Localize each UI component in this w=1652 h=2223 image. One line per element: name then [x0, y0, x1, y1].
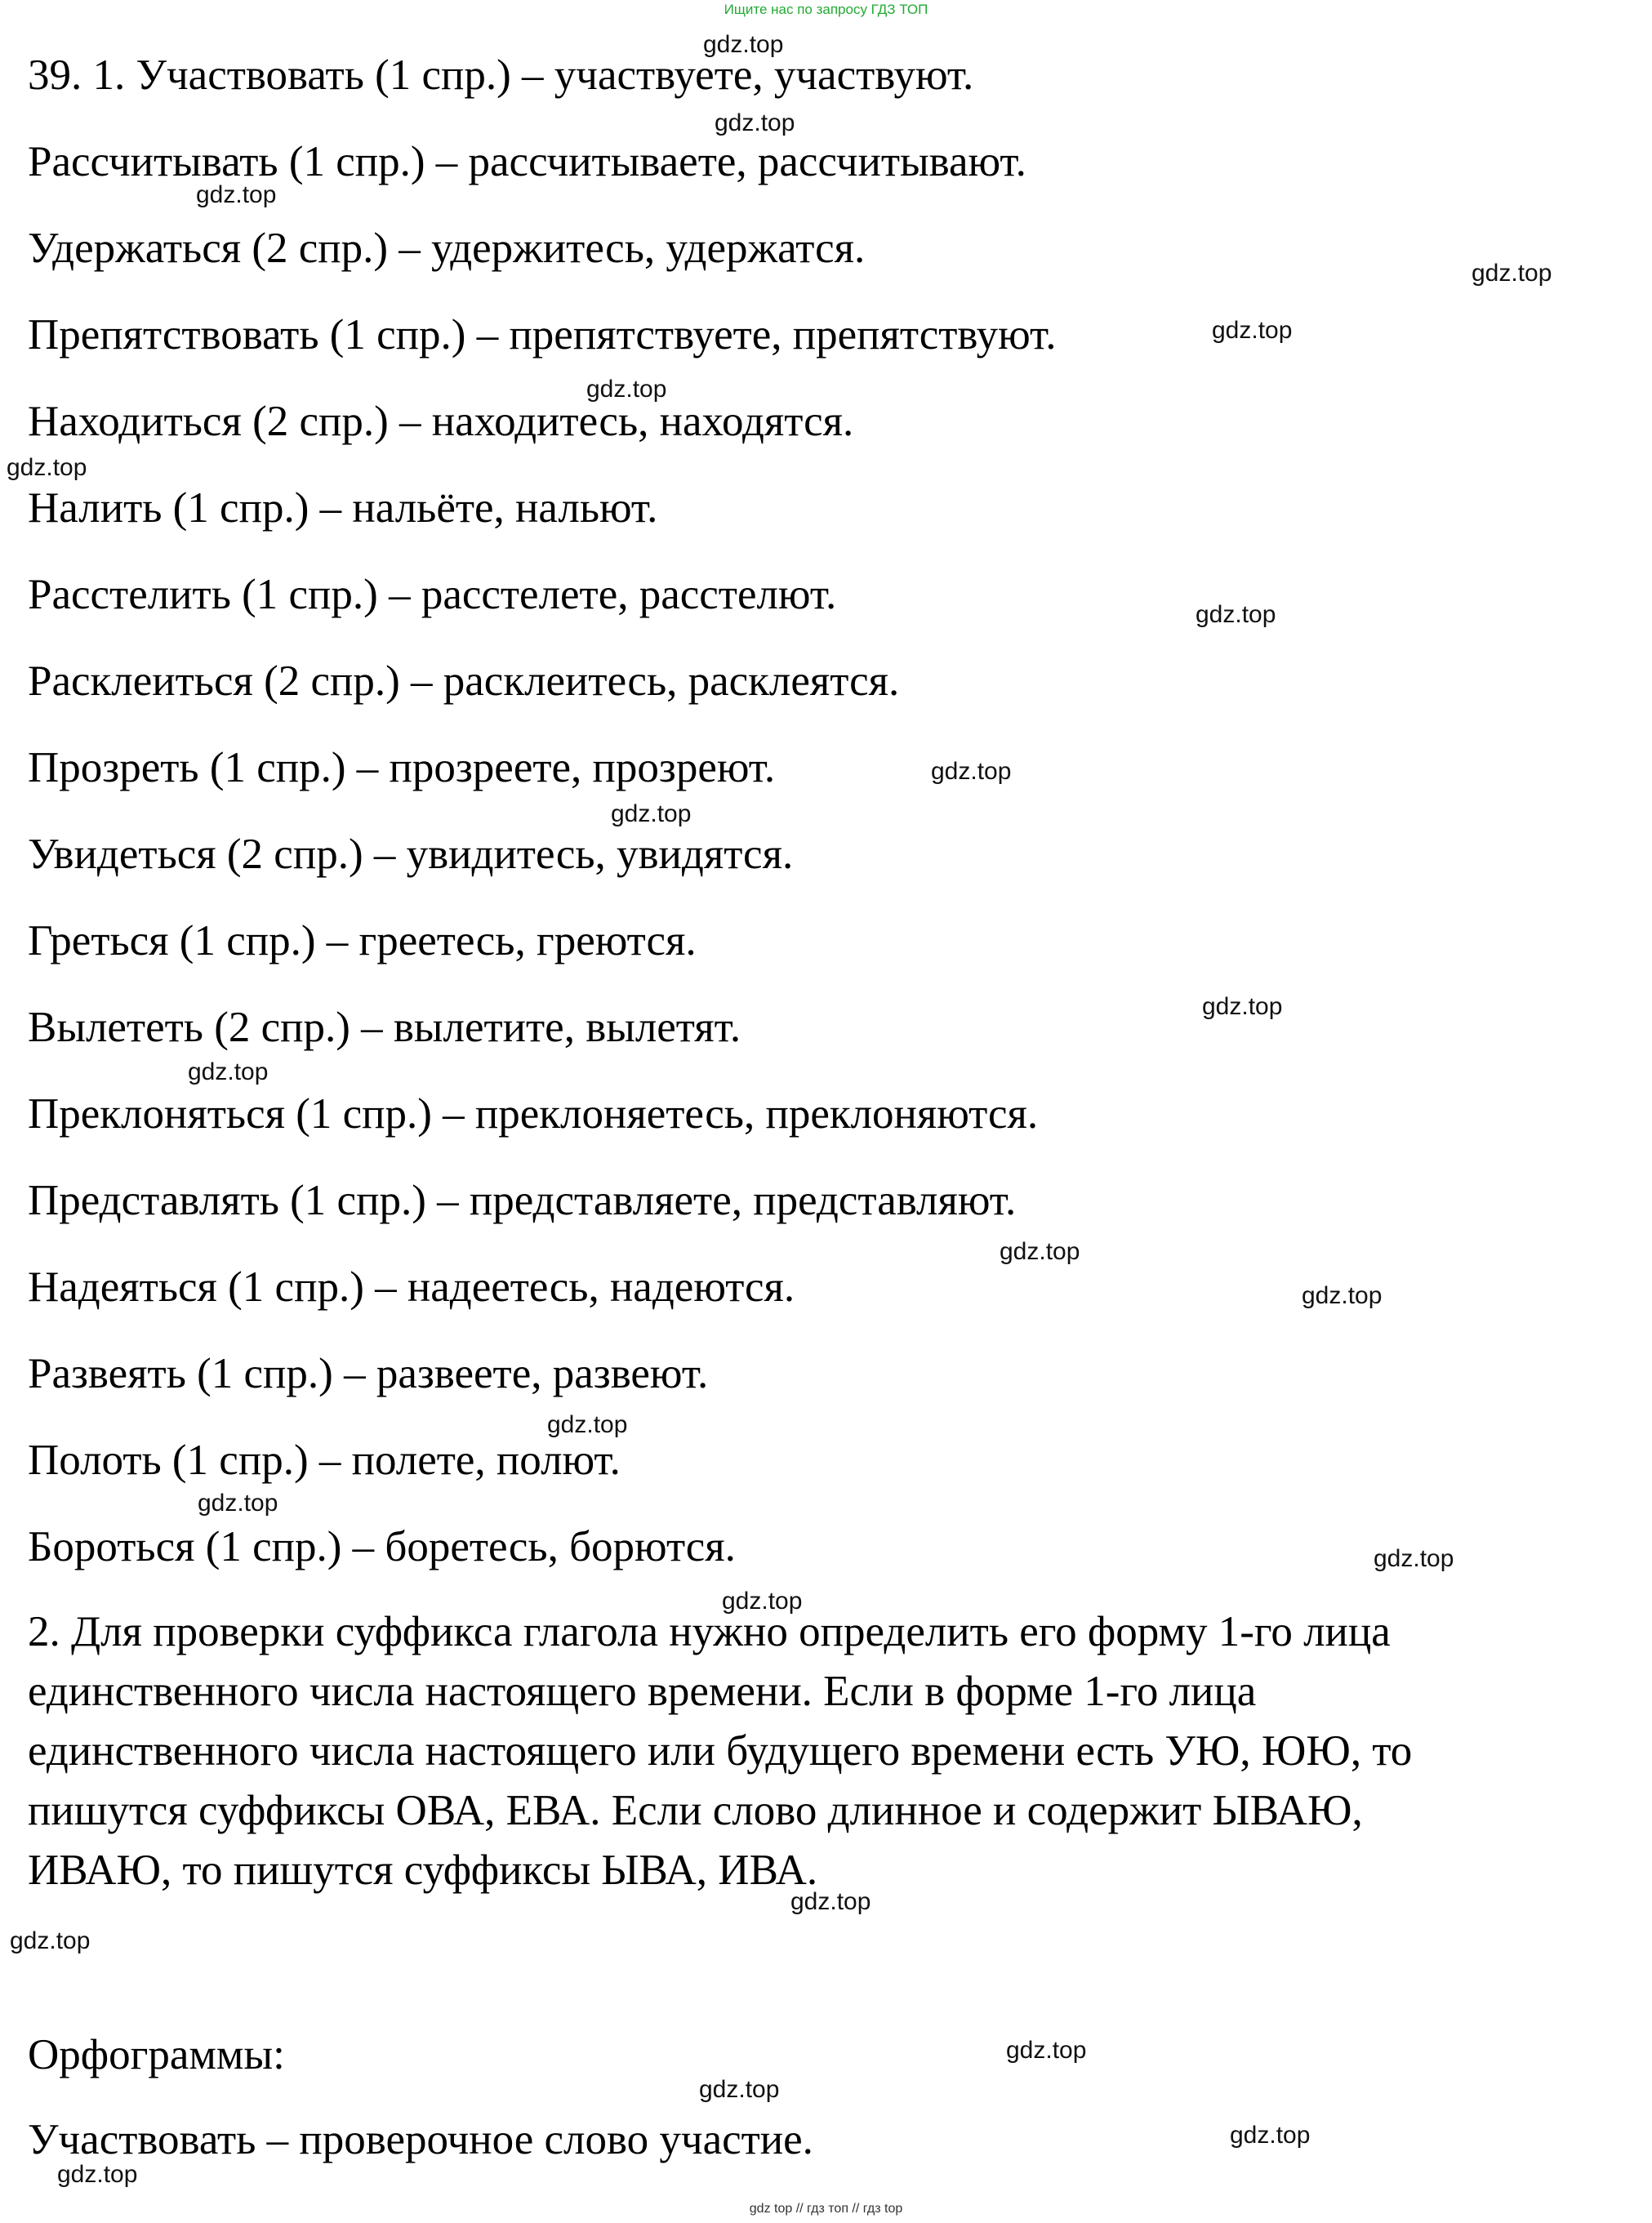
- watermark: gdz.top: [611, 800, 692, 827]
- paragraph-line: пишутся суффиксы ОВА, ЕВА. Если слово длинное и содержит ЫВАЮ,: [28, 1787, 1363, 1834]
- watermark: gdz.top: [10, 1927, 91, 1954]
- watermark: gdz.top: [1472, 260, 1552, 287]
- exercise-line: Надеяться (1 спр.) – надеетесь, надеются.: [28, 1263, 795, 1311]
- watermark: gdz.top: [931, 758, 1012, 785]
- watermark: gdz.top: [188, 1058, 269, 1085]
- exercise-line: Удержаться (2 спр.) – удержитесь, удержатся.: [28, 225, 866, 272]
- watermark: gdz.top: [1202, 993, 1283, 1020]
- exercise-line: Увидеться (2 спр.) – увидитесь, увидятся.: [28, 831, 794, 878]
- paragraph-line: 2. Для проверки суффикса глагола нужно определить его форму 1-го лица: [28, 1608, 1391, 1655]
- watermark: gdz.top: [1374, 1545, 1454, 1572]
- orthograms-example: Участвовать – проверочное слово участие.: [28, 2116, 813, 2163]
- top-search-banner[interactable]: Ищите нас по запросу ГДЗ ТОП: [724, 2, 928, 17]
- exercise-line: Находиться (2 спр.) – находитесь, находятся.: [28, 398, 854, 445]
- footer-banner: gdz top // гдз топ // гдз top: [749, 2202, 903, 2216]
- exercise-line: Греться (1 спр.) – греетесь, греются.: [28, 917, 697, 964]
- watermark: gdz.top: [586, 376, 667, 403]
- watermark: gdz.top: [1212, 317, 1293, 344]
- watermark: gdz.top: [699, 2076, 780, 2103]
- exercise-line: Вылететь (2 спр.) – вылетите, вылетят.: [28, 1004, 741, 1051]
- exercise-line: Расстелить (1 спр.) – расстелете, расстелют.: [28, 571, 837, 618]
- watermark: gdz.top: [7, 454, 87, 481]
- orthograms-heading: Орфограммы:: [28, 2031, 285, 2078]
- watermark: gdz.top: [722, 1588, 803, 1615]
- exercise-line: Представлять (1 спр.) – представляете, представляют.: [28, 1177, 1017, 1224]
- watermark: gdz.top: [1302, 1282, 1383, 1309]
- exercise-line: Препятствовать (1 спр.) – препятствуете, препятствуют.: [28, 311, 1057, 359]
- watermark: gdz.top: [198, 1490, 278, 1517]
- exercise-line: Прозреть (1 спр.) – прозреете, прозреют.: [28, 744, 776, 791]
- exercise-line: Бороться (1 спр.) – боретесь, борются.: [28, 1523, 736, 1570]
- exercise-line: 39. 1. Участвовать (1 спр.) – участвуете, участвуют.: [28, 51, 974, 99]
- watermark: gdz.top: [1230, 2122, 1311, 2149]
- exercise-line: Рассчитывать (1 спр.) – рассчитываете, рассчитывают.: [28, 138, 1026, 185]
- rule-paragraph: [28, 1602, 1604, 1900]
- watermark: gdz.top: [547, 1411, 628, 1438]
- paragraph-line: единственного числа настоящего или будущего времени есть УЮ, ЮЮ, то: [28, 1727, 1413, 1775]
- watermark: gdz.top: [703, 31, 784, 58]
- paragraph-line: ИВАЮ, то пишутся суффиксы ЫВА, ИВА.: [28, 1847, 818, 1894]
- paragraph-line: единственного числа настоящего времени. Если в форме 1-го лица: [28, 1668, 1257, 1715]
- watermark: gdz.top: [196, 181, 277, 208]
- watermark: gdz.top: [57, 2161, 138, 2188]
- watermark: gdz.top: [1196, 601, 1276, 628]
- watermark: gdz.top: [715, 109, 795, 136]
- exercise-line: Развеять (1 спр.) – развеете, развеют.: [28, 1350, 709, 1397]
- exercise-line: Налить (1 спр.) – нальёте, нальют.: [28, 484, 658, 532]
- watermark: gdz.top: [1000, 1238, 1080, 1265]
- watermark: gdz.top: [1006, 2037, 1087, 2064]
- watermark: gdz.top: [790, 1888, 871, 1915]
- exercise-line: Расклеиться (2 спр.) – расклеитесь, расклеятся.: [28, 657, 900, 705]
- exercise-line: Преклоняться (1 спр.) – преклоняетесь, преклоняются.: [28, 1090, 1039, 1138]
- exercise-line: Полоть (1 спр.) – полете, полют.: [28, 1437, 621, 1484]
